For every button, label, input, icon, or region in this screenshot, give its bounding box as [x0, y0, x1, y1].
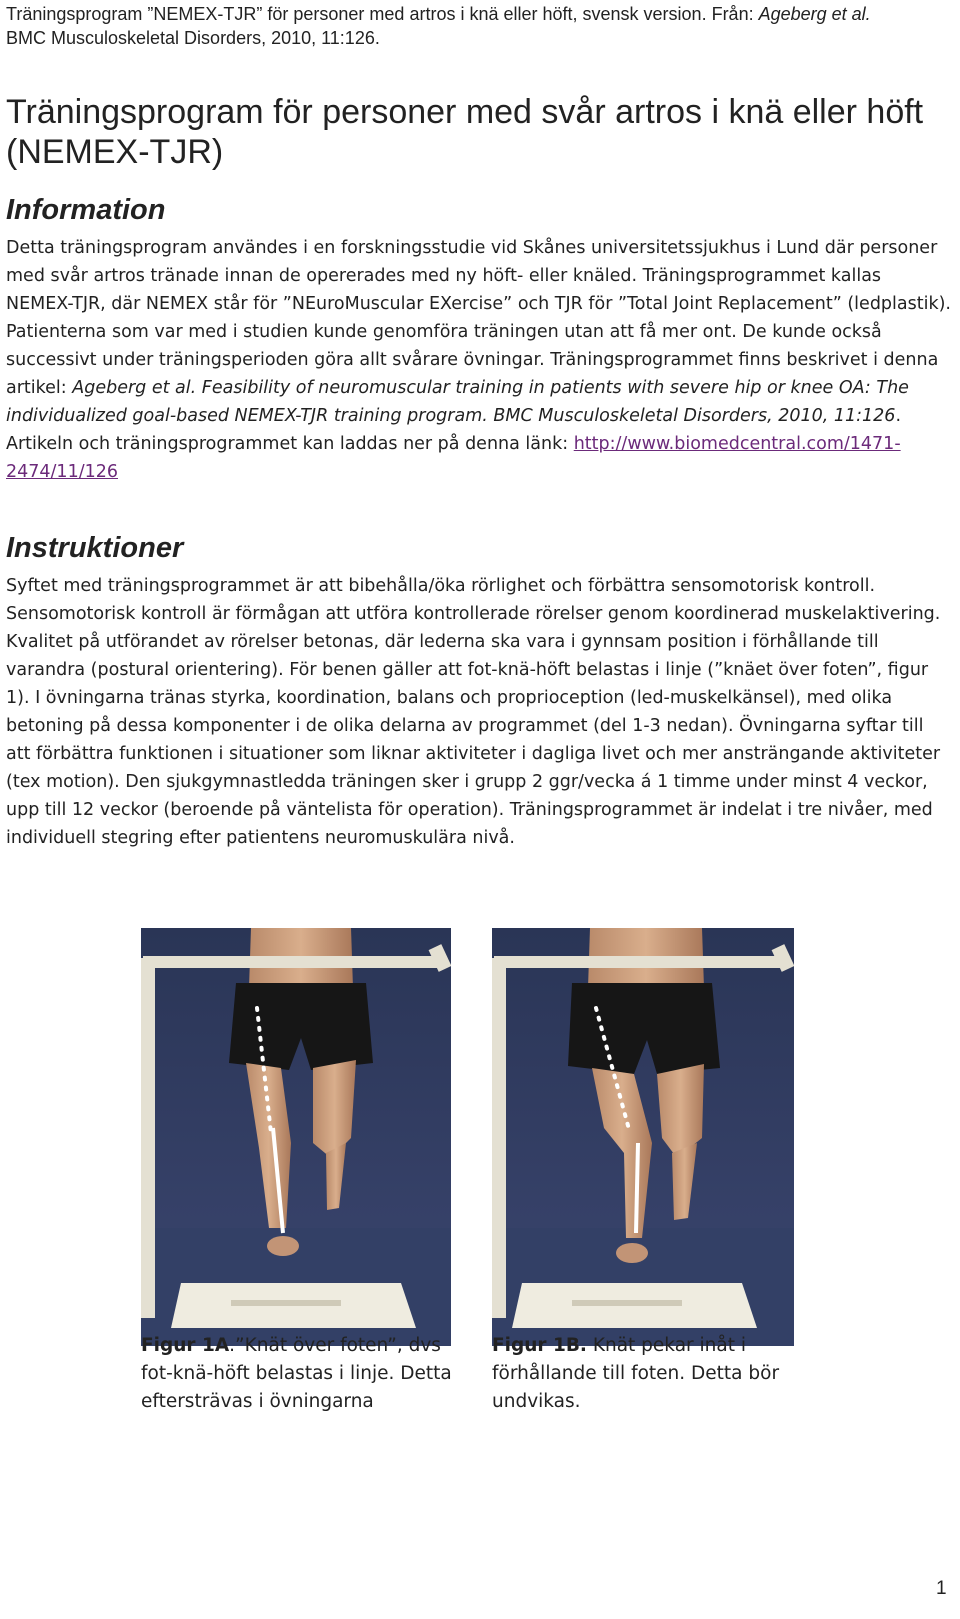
figure-1b-caption [492, 1332, 792, 1416]
figure-1a-image [141, 928, 451, 1346]
article-link[interactable]: http://www.biomedcentral.com/1471-2474/11/126 [6, 434, 901, 482]
info-sentence-5: Träningsprogrammet finns beskrivet i denna artikel: [6, 350, 939, 398]
info-sentence-2: Träningsprogrammet kallas NEMEX-TJR, där NEMEX står för ”NEuroMuscular EXercise” och TJR för ”Total Joint Replacement” (ledplastik). [6, 266, 951, 314]
running-header [6, 2, 951, 50]
information-heading: Information [6, 194, 166, 226]
info-sentence-1: Detta träningsprogram användes i en forskningsstudie vid Skånes universitetssjukhus i Lund där personer med svår artros tränade innan de opererades med ny höft- eller knäled. [6, 238, 938, 286]
page-title: Träningsprogram för personer med svår artros i knä eller höft (NEMEX-TJR) [6, 93, 924, 171]
info-sentence-4: De kunde också successivt under träningsperioden göra allt svårare övningar. [6, 322, 882, 370]
figure-1a-label: Figur 1A [141, 1335, 230, 1356]
citation-title: Feasibility of neuromuscular training in patients with severe hip or knee OA: The individualized goal-based NEMEX-TJR training program. [6, 378, 909, 426]
info-sentence-6: Artikeln och träningsprogrammet kan laddas ner på denna länk: [6, 434, 569, 454]
info-sentence-3: Patienterna som var med i studien kunde genomföra träningen utan att få mer ont. [6, 322, 737, 342]
figure-1a-text: .”Knät över foten”, dvs fot-knä-höft belastas i linje. Detta eftersträvas i övningarna [141, 1335, 452, 1412]
citation-journal: BMC Musculoskeletal Disorders, 2010, 11:126 [493, 406, 896, 426]
header-journal: BMC Musculoskeletal Disorders, 2010, 11:126. [6, 28, 380, 48]
information-paragraph: Detta träningsprogram användes i en forskningsstudie vid Skånes universitetssjukhus i Lund där personer med svår artros tränade innan de opererades med ny höft- eller knäled. Träningsprogrammet kallas NEMEX-TJR, där NEMEX står för ”NEuroMuscular EXercise” och TJR för ”Total Joint Replacement” (ledplastik). Patienterna som var med i studien kunde genomföra träningen utan att få mer ont. De kunde också successivt under träningsperioden göra allt svårare övningar. Träningsprogrammet finns beskrivet i denna artikel: Ageberg et al. Feasibility of neuromuscular training in patients with severe hip or knee OA: The individualized goal-based NEMEX-TJR training program. BMC Musculoskeletal Disorders, 2010, 11:126. Artikeln och träningsprogrammet kan laddas ner på denna länk: http://www.biomedcentral.com/1471-2474/11/126 [6, 238, 951, 482]
figure-1b-image [492, 928, 794, 1346]
page-number: 1 [936, 1578, 947, 1599]
figure-1b-label: Figur 1B. [492, 1335, 587, 1356]
citation-author: Ageberg et al. [72, 378, 197, 398]
header-text: Träningsprogram ”NEMEX-TJR” för personer med artros i knä eller höft, svensk version. Från: [6, 4, 759, 24]
header-citation: Ageberg et al. [758, 4, 871, 24]
instruktioner-paragraph: Syftet med träningsprogrammet är att bibehålla/öka rörlighet och förbättra sensomotorisk kontroll. Sensomotorisk kontroll är förmågan att utföra kontrollerade rörelser genom koordinerad muskelaktivering. Kvalitet på utförandet av rörelser betonas, där lederna ska vara i gynnsam position i förhållande till varandra (postural orientering). För benen gäller att fot-knä-höft belastas i linje (”knäet över foten”, figur 1). I övningarna tränas styrka, koordination, balans och proprioception (led-muskelkänsel), med olika betoning på dessa komponenter i de olika delarna av programmet (del 1-3 nedan). Övningarna syftar till att förbättra funktionen i situationer som liknar aktiviteter i dagliga livet och mer ansträngande aktiviteter (tex motion). Den sjukgymnastledda träningen sker i grupp 2 ggr/vecka á 1 timme under minst 4 veckor, upp till 12 veckor (beroende på väntelista för operation). Träningsprogrammet är indelat i tre nivåer, med individuell stegring efter patientens neuromuskulära nivå. [6, 576, 941, 848]
figure-1b-text: Knät pekar inåt i förhållande till foten. Detta bör undvikas. [492, 1335, 780, 1412]
figure-1a-caption [141, 1332, 461, 1416]
instruktioner-heading: Instruktioner [6, 532, 184, 564]
